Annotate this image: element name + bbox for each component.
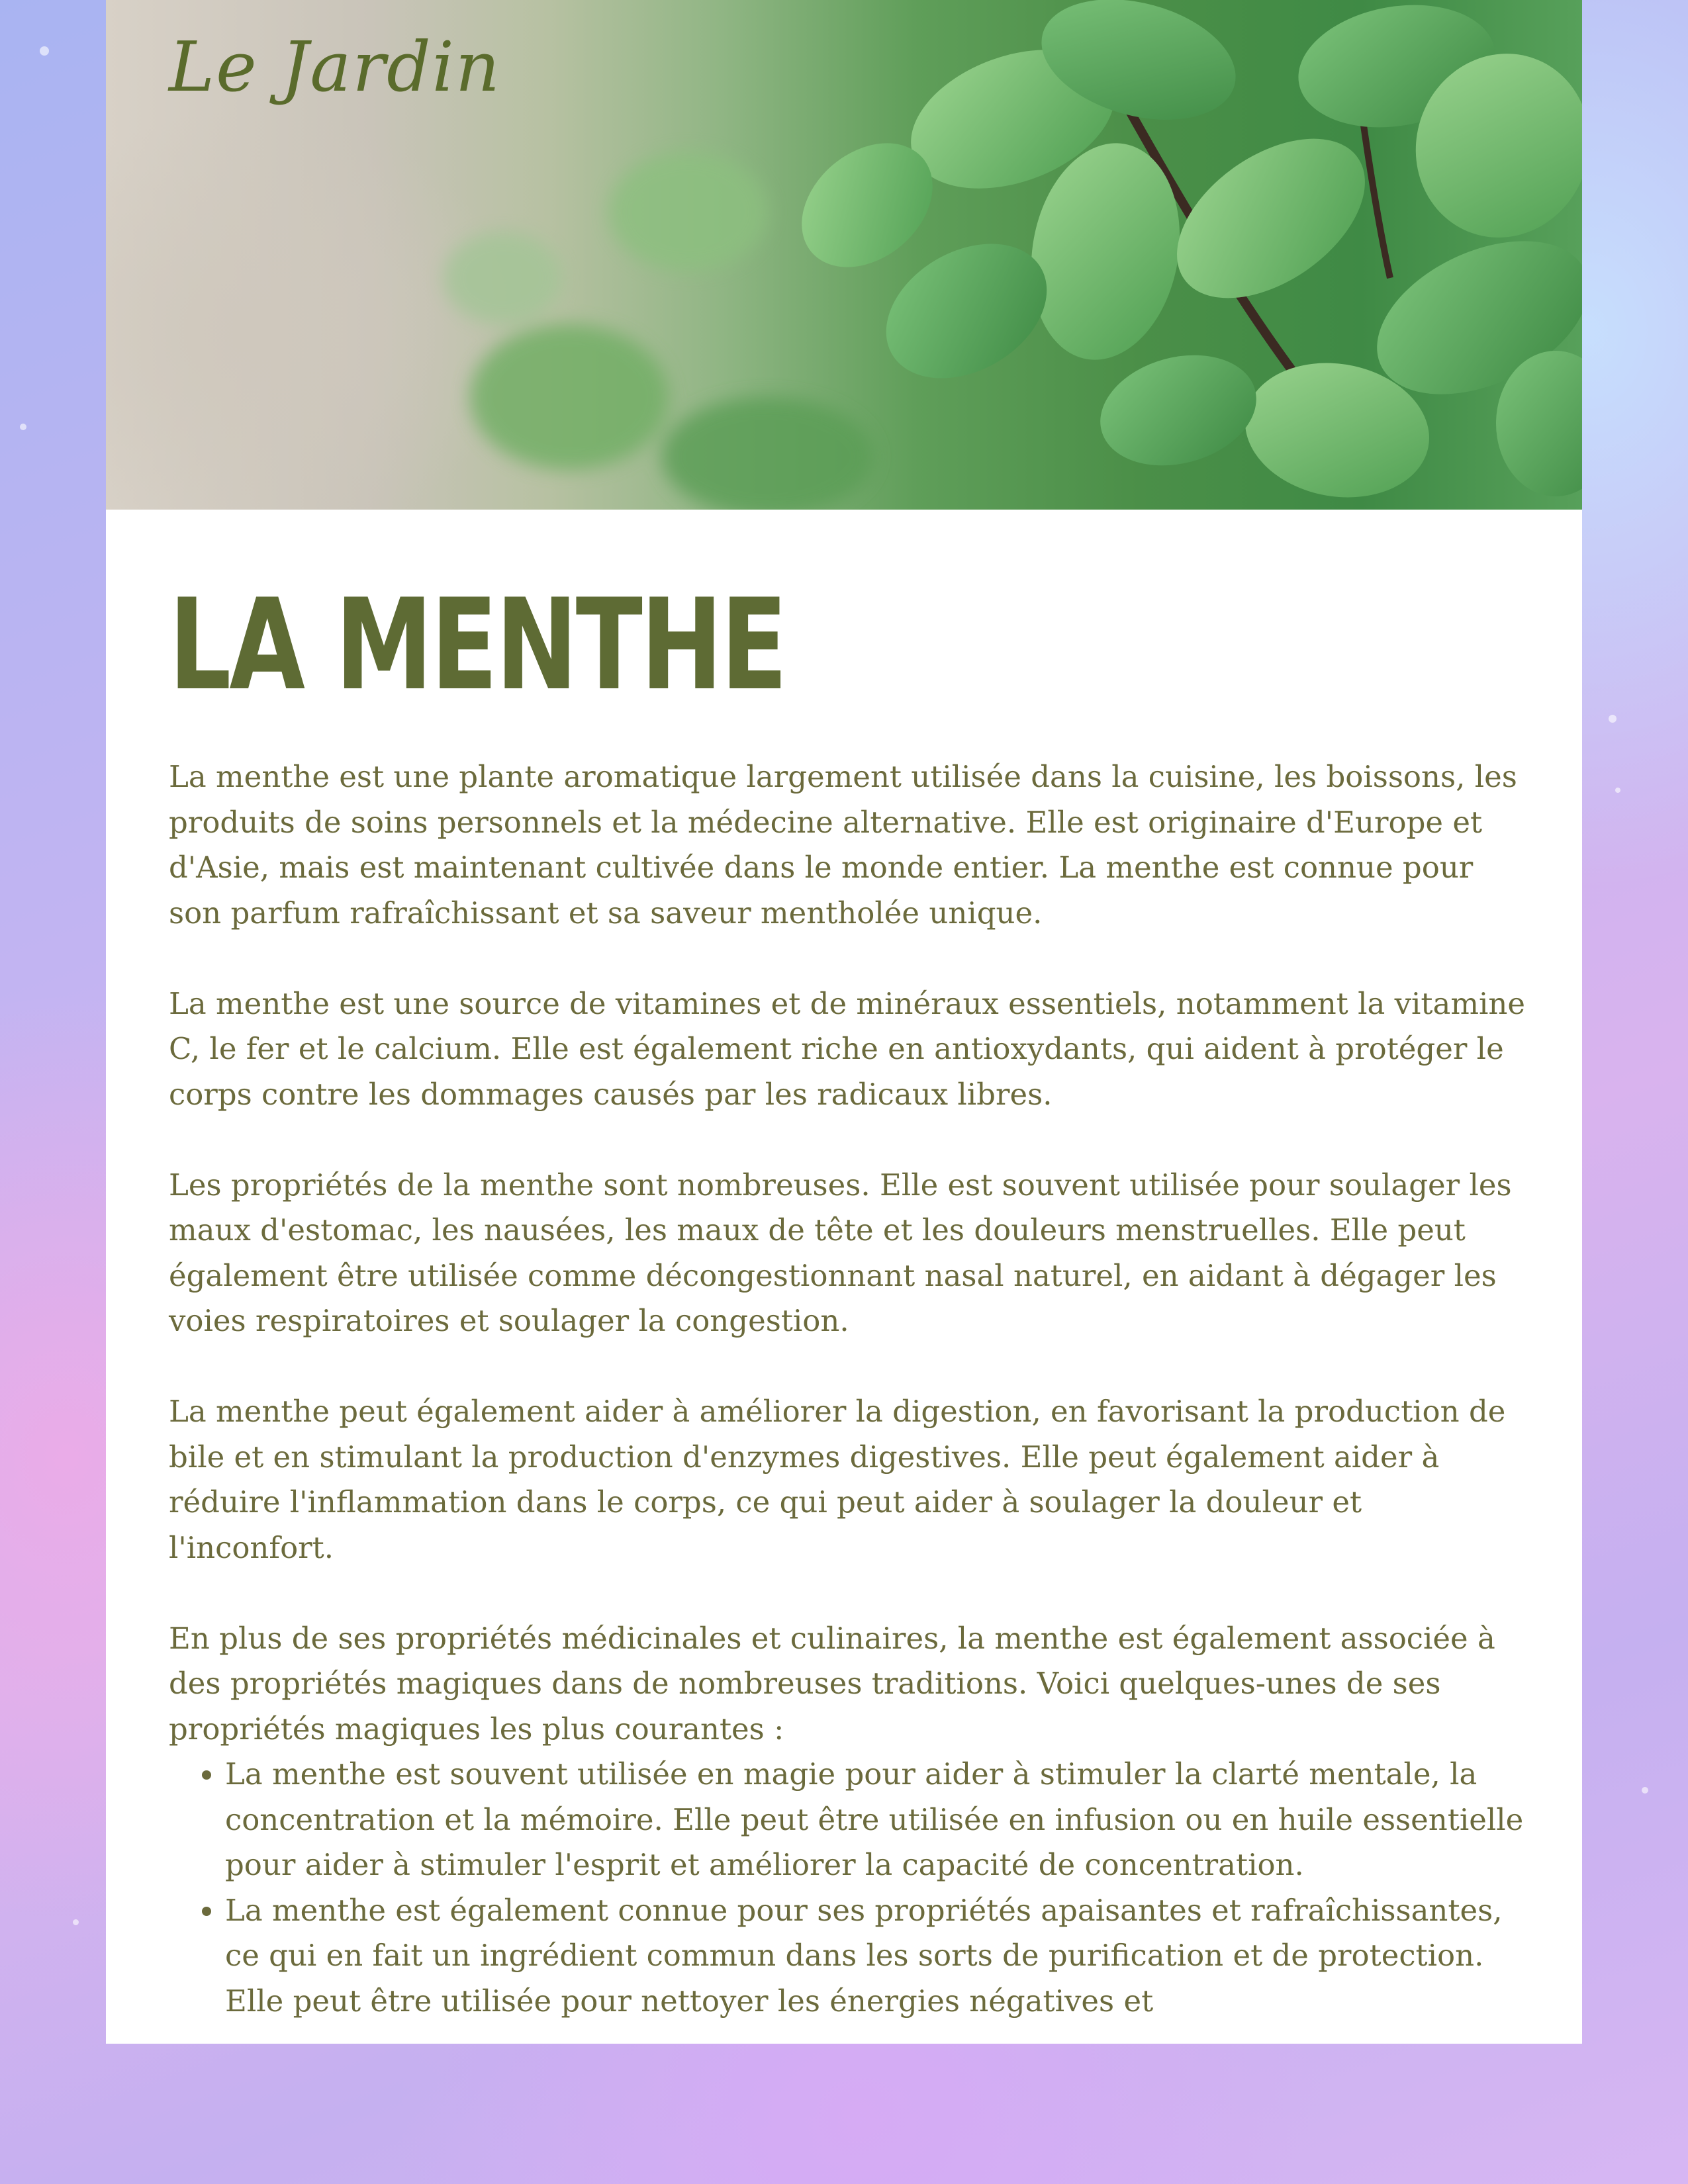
background-speck	[20, 424, 26, 430]
paragraph: La menthe est une source de vitamines et de minéraux essentiels, notamment la vitamine C, le fer et le calcium. Elle est également riche en antioxydants, qui aident à protéger le corps contre les dommages causés par les radicaux libres.	[169, 985, 1525, 1112]
list-item: • La menthe est également connue pour ses propriétés apaisantes et rafraîchissantes, ce qui en fait un ingrédient commun dans les sorts de purification et de protection. Elle peut être utilisée pour nettoyer les énergies négatives et	[225, 1888, 1526, 2025]
background-speck	[1642, 1787, 1648, 1794]
brand-logo: Le Jardin	[169, 26, 501, 107]
leaf-cluster	[777, 0, 1582, 510]
article-body	[169, 754, 1526, 2024]
background-speck	[40, 46, 49, 56]
hero-image	[106, 0, 1582, 510]
magic-properties-list	[169, 1752, 1526, 2024]
list-item: • La menthe est souvent utilisée en magie pour aider à stimuler la clarté mentale, la concentration et la mémoire. Elle peut être utilisée en infusion ou en huile essentielle pour aider à stimuler l'esprit et améliorer la capacité de concentration.	[225, 1752, 1526, 1888]
paragraph: En plus de ses propriétés médicinales et culinaires, la menthe est également associée à des propriétés magiques dans de nombreuses traditions. Voici quelques-unes de ses propriétés magiques les plus courantes :	[169, 1620, 1495, 1747]
paragraph: Les propriétés de la menthe sont nombreuses. Elle est souvent utilisée pour soulager les maux d'estomac, les nausées, les maux de tête et les douleurs menstruelles. Elle peut également être utilisée comme décongestionnant nasal naturel, en aidant à dégager les voies respiratoires et soulager la congestion.	[169, 1167, 1512, 1338]
document-page	[106, 0, 1582, 2044]
background-speck	[1615, 788, 1620, 793]
paragraph: La menthe est une plante aromatique largement utilisée dans la cuisine, les boissons, les produits de soins personnels et la médecine alternative. Elle est originaire d'Europe et d'Asie, mais est maintenant cultivée dans le monde entier. La menthe est connue pour son parfum rafraîchissant et sa saveur mentholée unique.	[169, 759, 1517, 931]
paragraph: La menthe peut également aider à améliorer la digestion, en favorisant la production de bile et en stimulant la production d'enzymes digestives. Elle peut également aider à réduire l'inflammation dans le corps, ce qui peut aider à soulager la douleur et l'inconfort.	[169, 1394, 1506, 1565]
background-speck	[73, 1919, 79, 1925]
background-speck	[1609, 715, 1617, 723]
page-title: LA MENTHE	[169, 572, 786, 718]
